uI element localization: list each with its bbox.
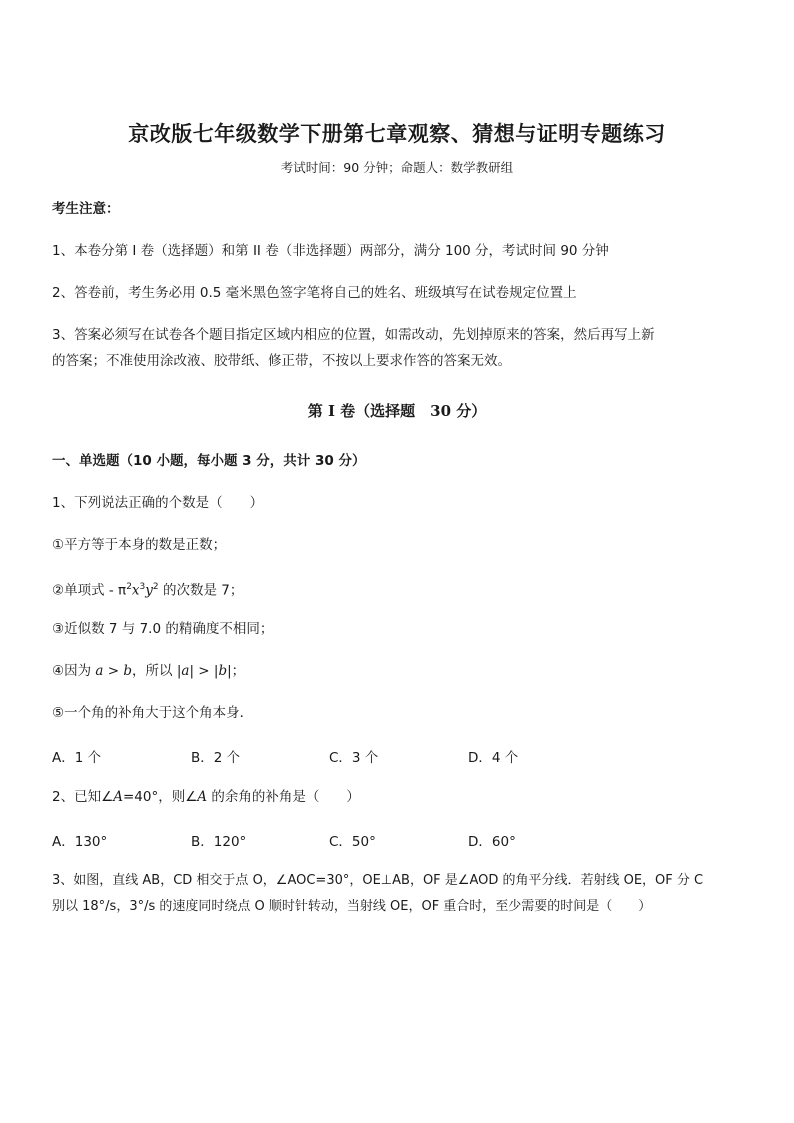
question-2-option-b[interactable]: B．120° [191, 834, 247, 850]
notice-item: 2、答卷前，考生务必用 0.5 毫米黑色签字笔将自己的姓名、班级填写在试卷规定位置上 [52, 285, 577, 301]
question-1-statement-1: ①平方等于本身的数是正数； [52, 537, 227, 553]
question-1-statement-5: ⑤一个角的补角大于这个角本身． [52, 705, 254, 721]
question-2-option-d[interactable]: D．60° [468, 834, 516, 850]
question-1-stem: 1、下列说法正确的个数是（ ） [52, 495, 264, 511]
question-1-statement-2: ②单项式 - $\pi^2x^3y^2$ 的次数是 7； [52, 582, 244, 599]
page-title: 京改版七年级数学下册第七章观察、猜想与证明专题练习 [128, 121, 666, 146]
notice-item: 的答案；不准使用涂改液、胶带纸、修正带，不按以上要求作答的答案无效。 [52, 353, 511, 369]
question-3-stem-line-1: 3、如图，直线 AB，CD 相交于点 O，∠AOC=30°，OE⊥AB，OF 是∠AOD 的角平分线．若射线 OE，OF 分 C [52, 873, 704, 888]
notice-item: 1、本卷分第 I 卷（选择题）和第 II 卷（非选择题）两部分，满分 100 分，考试时间 90 分钟 [52, 243, 609, 259]
question-2-option-a[interactable]: A．130° [52, 834, 108, 850]
question-1-statement-3: ③近似数 7 与 7.0 的精确度不相同； [52, 621, 274, 637]
question-2-stem: 2、已知∠A=40°，则∠A 的余角的补角是（ ） [52, 789, 360, 805]
question-1-option-c[interactable]: C．3 个 [329, 750, 379, 766]
question-1-statement-4: ④因为 a > b，所以 |a| > |b|； [52, 663, 246, 679]
question-1-option-a[interactable]: A．1 个 [52, 750, 102, 766]
question-2-option-c[interactable]: C．50° [329, 834, 376, 850]
section-heading: 一、单选题（10 小题，每小题 3 分，共计 30 分） [52, 453, 366, 469]
question-1-option-b[interactable]: B．2 个 [191, 750, 241, 766]
question-3-stem-line-2: 别以 18°/s，3°/s 的速度同时绕点 O 顺时针转动，当射线 OE，OF 重合时，至少需要的时间是（ ） [52, 899, 652, 914]
notice-item: 3、答案必须写在试卷各个题目指定区域内相应的位置，如需改动，先划掉原来的答案，然后再写上新 [52, 327, 655, 343]
question-1-option-d[interactable]: D．4 个 [468, 750, 519, 766]
part-title: 第 I 卷（选择题 30 分） [307, 402, 487, 420]
notice-heading: 考生注意： [52, 201, 120, 217]
exam-meta: 考试时间：90 分钟；命题人：数学教研组 [280, 160, 514, 175]
